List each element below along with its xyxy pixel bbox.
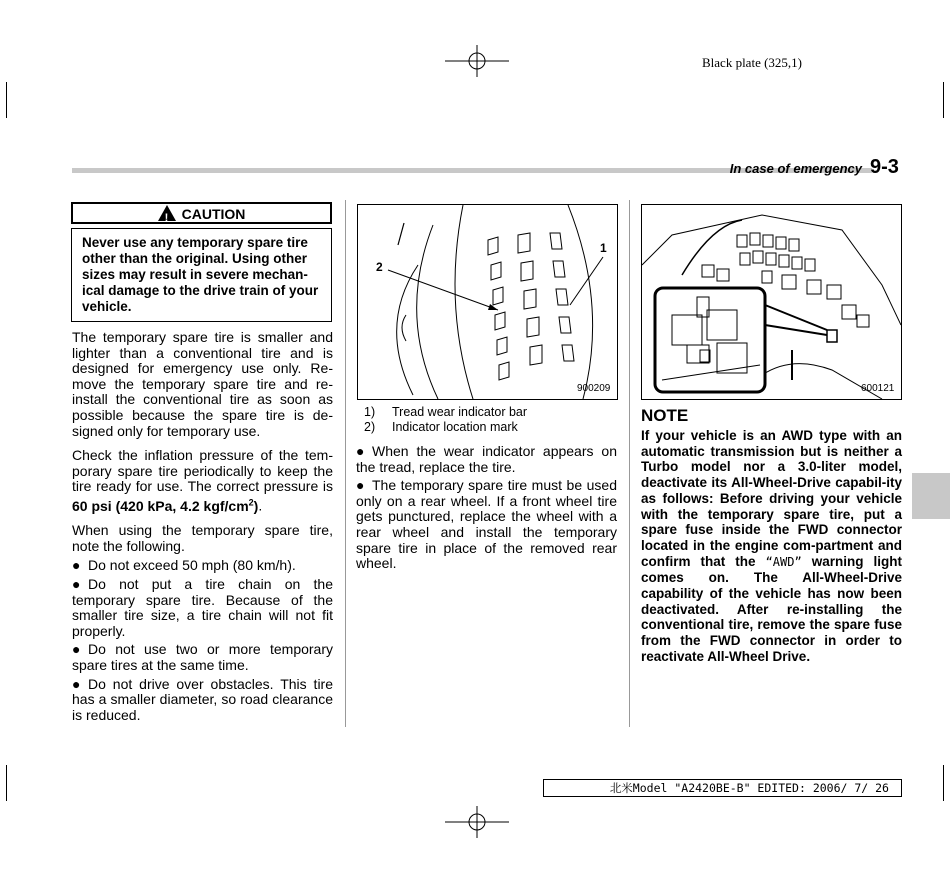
bullet-item: ● Do not drive over obstacles. This tire has a smaller diameter, so road clearance is reduced.: [72, 675, 333, 723]
callout-2: 2: [376, 260, 383, 274]
section-title: In case of emergency: [729, 161, 862, 176]
left-column: [72, 330, 333, 726]
bullet-item: ● Do not exceed 50 mph (80 km/h).: [72, 557, 296, 574]
crop-mark: [6, 765, 7, 801]
engine-fuse-box-drawing: [642, 205, 901, 399]
crop-mark: [943, 765, 944, 801]
figure-code: 600121: [861, 383, 895, 394]
bullet-item: ● When the wear indicator appears on the tread, replace the tire.: [356, 443, 617, 475]
bullet-item: ● Do not put a tire chain on the temporary spare tire. Because of the smaller tire size, a tire chain will not fit properly.: [72, 575, 333, 639]
note-heading: NOTE: [641, 406, 689, 425]
crop-mark: [6, 82, 7, 118]
figure-code: 900209: [577, 383, 611, 394]
engine-compartment-illustration: [641, 204, 902, 400]
paragraph: When using the temporary spare tire, note the following.: [72, 522, 333, 554]
warning-triangle-icon: !: [158, 205, 176, 221]
column-divider: [629, 200, 630, 727]
middle-column-text: [356, 444, 617, 575]
note-body: If your vehicle is an AWD type with an automatic transmission but is neither a Turbo model nor a 3.0-liter model, deactivate its All-Wheel-Drive capabil-ity as follows: Before driving your vehicle with the temporary spare tire, put a spare fuse inside the FWD connector located in the engine com-partment and confirm that the “AWD” warning light comes on. The All-Wheel-Drive capability of the vehicle has now been deactivated. After re-installing the conventional tire, remove the spare fuse from the FWD connector in order to reactivate All-Wheel Drive.: [641, 428, 902, 664]
paragraph: The temporary spare tire is smaller and lighter than a conventional tire and is designed for emergency use only. Re-move the temporary spare tire and re-install the conventional tire as soon as possible because the spare tire is de-signed only for temporary use.: [72, 329, 333, 439]
footer-edit-stamp: 北米Model "A2420BE-B" EDITED: 2006/ 7/ 26: [543, 779, 902, 797]
caution-heading: ! CAUTION: [73, 204, 330, 224]
page-number: 9-3: [870, 156, 899, 178]
caption-item: 1) Tread wear indicator bar: [364, 405, 528, 419]
caution-body: Never use any temporary spare tire other than the original. Using other sizes may result in severe mechan-ical damage to the drive train of your vehicle.: [71, 228, 332, 322]
registration-mark-top: [445, 45, 509, 77]
plate-label: Black plate (325,1): [702, 55, 802, 70]
paragraph: Check the inflation pressure of the tem-porary spare tire periodically to keep the tire ready for use. The correct pressure is 60 psi (420 kPa, 4.2 kgf/$cm^2$).: [72, 447, 333, 514]
column-divider: [345, 200, 346, 727]
chapter-tab: [912, 473, 950, 519]
tire-tread-illustration: [357, 204, 618, 400]
registration-mark-bottom: [445, 806, 509, 838]
bullet-item: ● Do not use two or more temporary spare tires at the same time.: [72, 641, 333, 673]
callout-1: 1: [600, 241, 607, 255]
bullet-item: ● The temporary spare tire must be used only on a rear wheel. If a front wheel tire gets punctured, replace the wheel with a rear wheel and install the temporary spare tire in place of the removed rear wheel.: [356, 477, 617, 572]
figure-captions: [364, 405, 614, 435]
tire-tread-drawing: [358, 205, 617, 399]
caution-header-box: [71, 202, 332, 224]
caption-item: 2) Indicator location mark: [364, 420, 518, 434]
crop-mark: [943, 82, 944, 118]
